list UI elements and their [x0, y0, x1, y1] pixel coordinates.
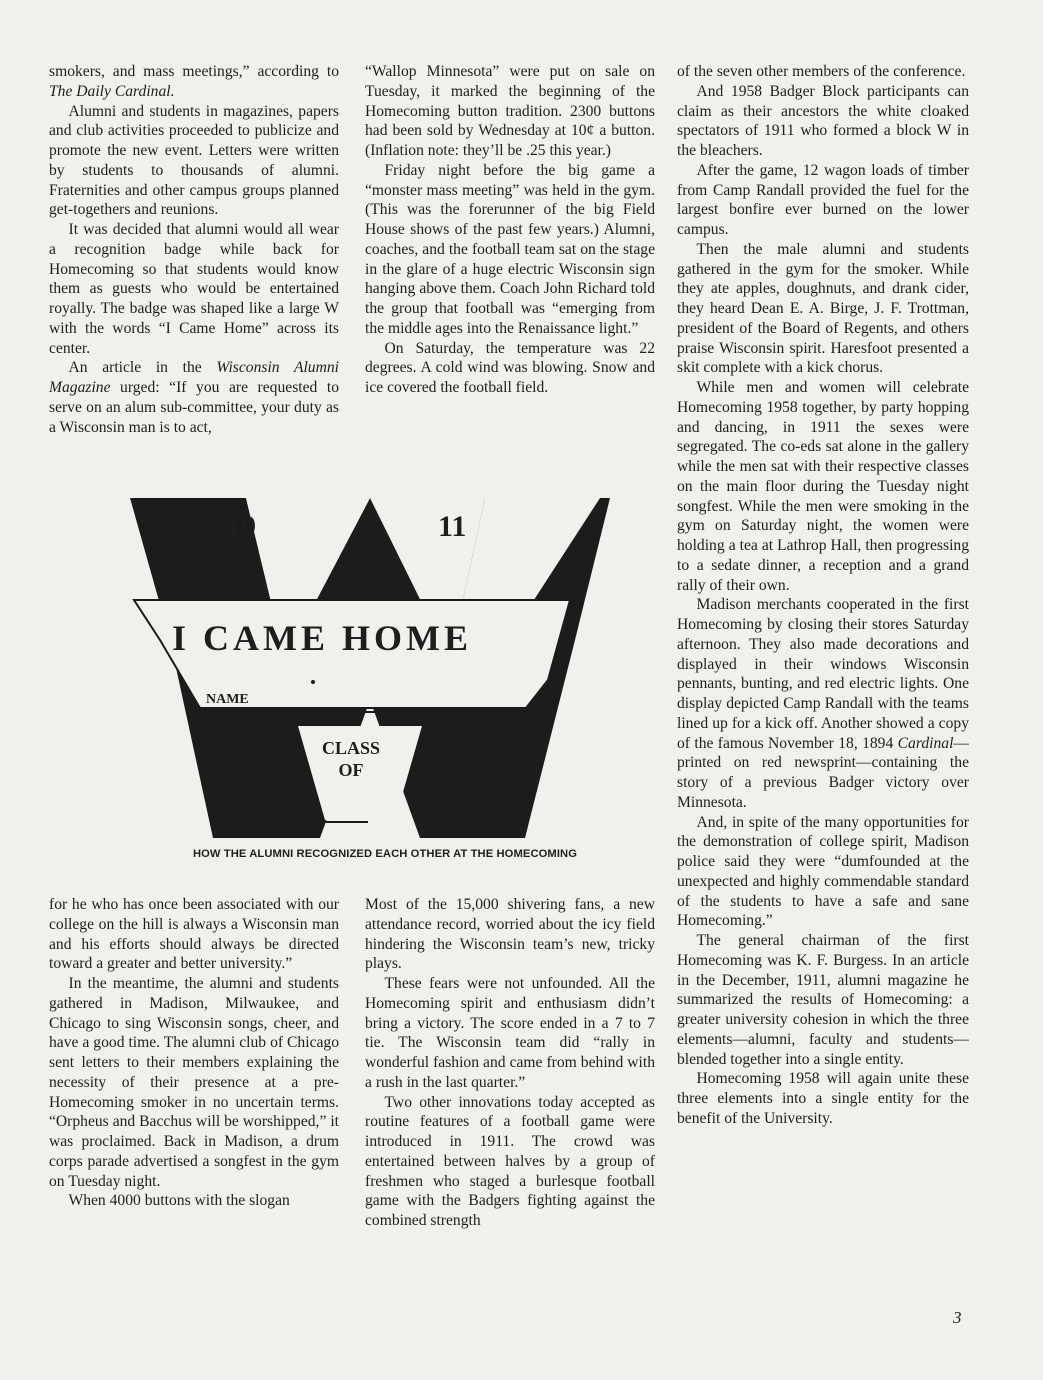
badge-name-label: NAME [206, 692, 249, 707]
article-column-left-bottom [49, 895, 339, 1211]
paragraph: The general chairman of the first Homecoming was K. F. Burgess. In an article in the December, 1911, alumni magazine he summarized the results of Homecoming: a greater university cohesion in which the three elements—alumni, faculty and students—blended together into a single entity. [677, 932, 969, 1068]
paragraph: “Wallop Minnesota” were put on sale on Tuesday, it marked the beginning of the Homecoming button tradition. 2300 buttons had been sold by Wednesday at 10¢ a button. (Inflation note: they’ll be .25 this year.) [365, 63, 655, 159]
paragraph: An article in the Wisconsin Alumni Magazine urged: “If you are requested to serve on an alum sub-committee, your duty as a Wisconsin man is to act, [49, 359, 339, 436]
badge-title: I CAME HOME [172, 618, 472, 658]
paragraph: Then the male alumni and students gathered in the gym for the smoker. While they ate apples, doughnuts, and drank cider, they heard Dean E. A. Birge, J. F. Trottman, president of the Board of Regents, and others praise Wisconsin spirit. Haresfoot presented a skit complete with a kick chorus. [677, 240, 969, 377]
page-number: 3 [953, 1308, 962, 1327]
figure-caption: HOW THE ALUMNI RECOGNIZED EACH OTHER AT THE HOMECOMING [192, 848, 578, 860]
paragraph: It was decided that alumni would all wear a recognition badge while back for Homecoming so that students would know them as guests who would be entertained royally. The badge was shaped like a large W with the words “I Came Home” across its center. [49, 221, 339, 357]
paragraph: Alumni and students in magazines, papers and club activities proceeded to publicize and promote the new event. Letters were written by students to thousands of alumni. Fraternities and other campus groups planned get-togethers and reunions. [49, 102, 339, 219]
paragraph: On Saturday, the temperature was 22 degrees. A cold wind was blowing. Snow and ice covered the football field. [365, 339, 655, 396]
paragraph: When 4000 buttons with the slogan [68, 1192, 290, 1210]
w-badge-illustration [130, 490, 610, 838]
paragraph: Friday night before the big game a “monster mass meeting” was held in the gym. (This was the forerunner of the big Field House shows of the past few years.) Alumni, coaches, and the football team sat on the stage in the glare of a huge electric Wisconsin sign hanging above them. Coach John Richard told the group that football was “emerging from the middle ages into the Renaissance light.” [365, 161, 655, 337]
paragraph: Most of the 15,000 shivering fans, a new attendance record, worried about the icy field hindering the Wisconsin team’s new, tricky plays. [365, 896, 655, 973]
article-column-middle-top [365, 62, 655, 398]
paragraph: Homecoming 1958 will again unite these three elements into a single entity for the benefit of the University. [677, 1070, 969, 1127]
badge-class-label: CLASS OF [321, 738, 381, 780]
paragraph: These fears were not unfounded. All the Homecoming spirit and enthusiasm didn’t bring a victory. The score ended in a 7 to 7 tie. The Wisconsin team did “rally in wonderful fashion and came from behind with a rush in the last quarter.” [365, 975, 655, 1091]
paragraph: Madison merchants cooperated in the first Homecoming by closing their stores Saturday afternoon. They also made decorations and displayed in their windows Wisconsin pennants, bunting, and red electric lights. One display depicted Camp Randall with the teams lined up for a kick off. Another showed a copy of the famous November 18, 1894 Cardinal—printed on red newsprint—containing the story of a previous Badger victory over Minnesota. [677, 596, 969, 811]
homecoming-badge-figure [130, 490, 610, 838]
paragraph: of the seven other members of the conference. [677, 63, 966, 80]
paragraph: Two other innovations today accepted as routine features of a football game were introduced in 1911. The crowd was entertained between halves by a group of freshmen who staged a burlesque football game with the Badgers fighting against the combined strength [365, 1093, 655, 1229]
article-column-left-top [49, 62, 339, 437]
paragraph: While men and women will celebrate Homecoming 1958 together, by party hopping and dancing, in 1911 the sexes were segregated. The co-eds sat alone in the gallery while the men sat with their respective classes on the main floor during the Tuesday night songfest. While the men were smoking in the gym on Saturday night, the women were holding a tea at Lathrop Hall, then progressing to a sedate dinner, a reception and a grand rally of their own. [677, 379, 969, 594]
paragraph: After the game, 12 wagon loads of timber from Camp Randall provided the fuel for the largest bonfire ever burned on the lower campus. [677, 161, 969, 238]
paragraph: smokers, and mass meetings,” according to The Daily Cardinal. [49, 63, 339, 100]
paragraph: for he who has once been associated with our college on the hill is always a Wisconsin man and his efforts should always be directed toward a greater and better university.” [49, 896, 339, 973]
article-column-middle-bottom [365, 895, 655, 1231]
paragraph: In the meantime, the alumni and students gathered in Madison, Milwaukee, and Chicago to sing Wisconsin songs, cheer, and have a good time. The alumni club of Chicago sent letters to their members explaining the necessity of their presence at a pre-Homecoming smoker in no uncertain terms. “Orpheus and Bacchus will be worshipped,” it was proclaimed. Back in Madison, a drum corps parade advertised a songfest in the gym on Tuesday night. [49, 975, 339, 1190]
paragraph: And 1958 Badger Block participants can claim as their ancestors the white cloaked spectators of 1911 who formed a block W in the bleachers. [677, 82, 969, 159]
article-column-right [677, 62, 969, 1129]
badge-year-right: 11 [438, 510, 467, 543]
paragraph: And, in spite of the many opportunities for the demonstration of college spirit, Madison police said they were “dumfounded at the unexpected and highly commendable standard of the students to have a safe and sane Homecoming.” [677, 813, 969, 930]
badge-year-left: 19 [226, 510, 256, 543]
